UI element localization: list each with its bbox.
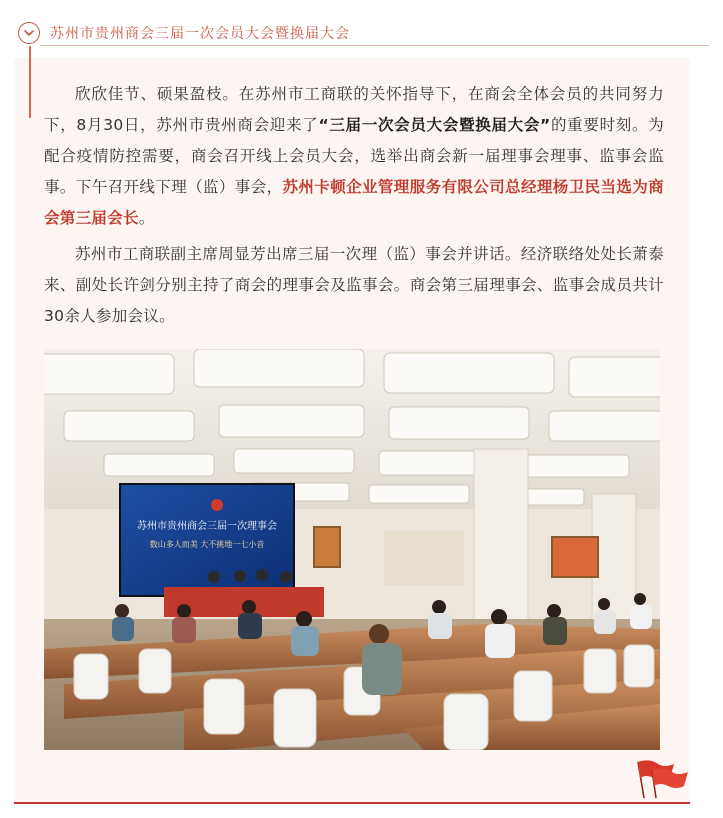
header-divider [40,45,709,46]
chevron-down-icon[interactable] [18,22,40,44]
paragraph-1 [44,79,664,234]
screen-title: 苏州市贵州商会三届一次理事会 [137,521,277,532]
section-title: 苏州市贵州商会三届一次会员大会暨换届大会 [50,26,350,42]
accent-vertical-line [29,46,31,118]
paragraph-2: 苏州市工商联副主席周显芳出席三届一次理（监）事会并讲话。经济联络处处长萧泰来、副处长许剑分别主持了商会的理事会及监事会。商会第三届理事会、监事会成员共计30余人参加会议。 [44,245,664,325]
paragraph-1-text-a: 欣欣佳节、硕果盈枝。在苏州市工商联的关怀指导下，在商会全体会员的共同努力下，8月30日，苏州市贵州商会迎来了 [44,85,664,134]
screen-subtitle: 数山多人而美 大不挑地一七小音 [149,540,265,549]
section-header [18,20,350,46]
red-flags-decoration [628,756,690,800]
paragraph-1-highlight: 苏州卡顿企业管理服务有限公司总经理杨卫民当选为商会第三届会长 [44,178,664,227]
paragraph-1-text-b: 的重要时刻。为配合疫情防控需要，商会召开线上会员大会，选举出商会新一届理事会理事、监事会监事。下午召开线下理（监）事会， [44,116,664,196]
paragraph-1-end: 。 [138,209,155,227]
paragraph-1-bold: “三届一次会员大会暨换届大会” [318,116,551,134]
bottom-divider [14,802,690,804]
meeting-photo [44,349,660,750]
